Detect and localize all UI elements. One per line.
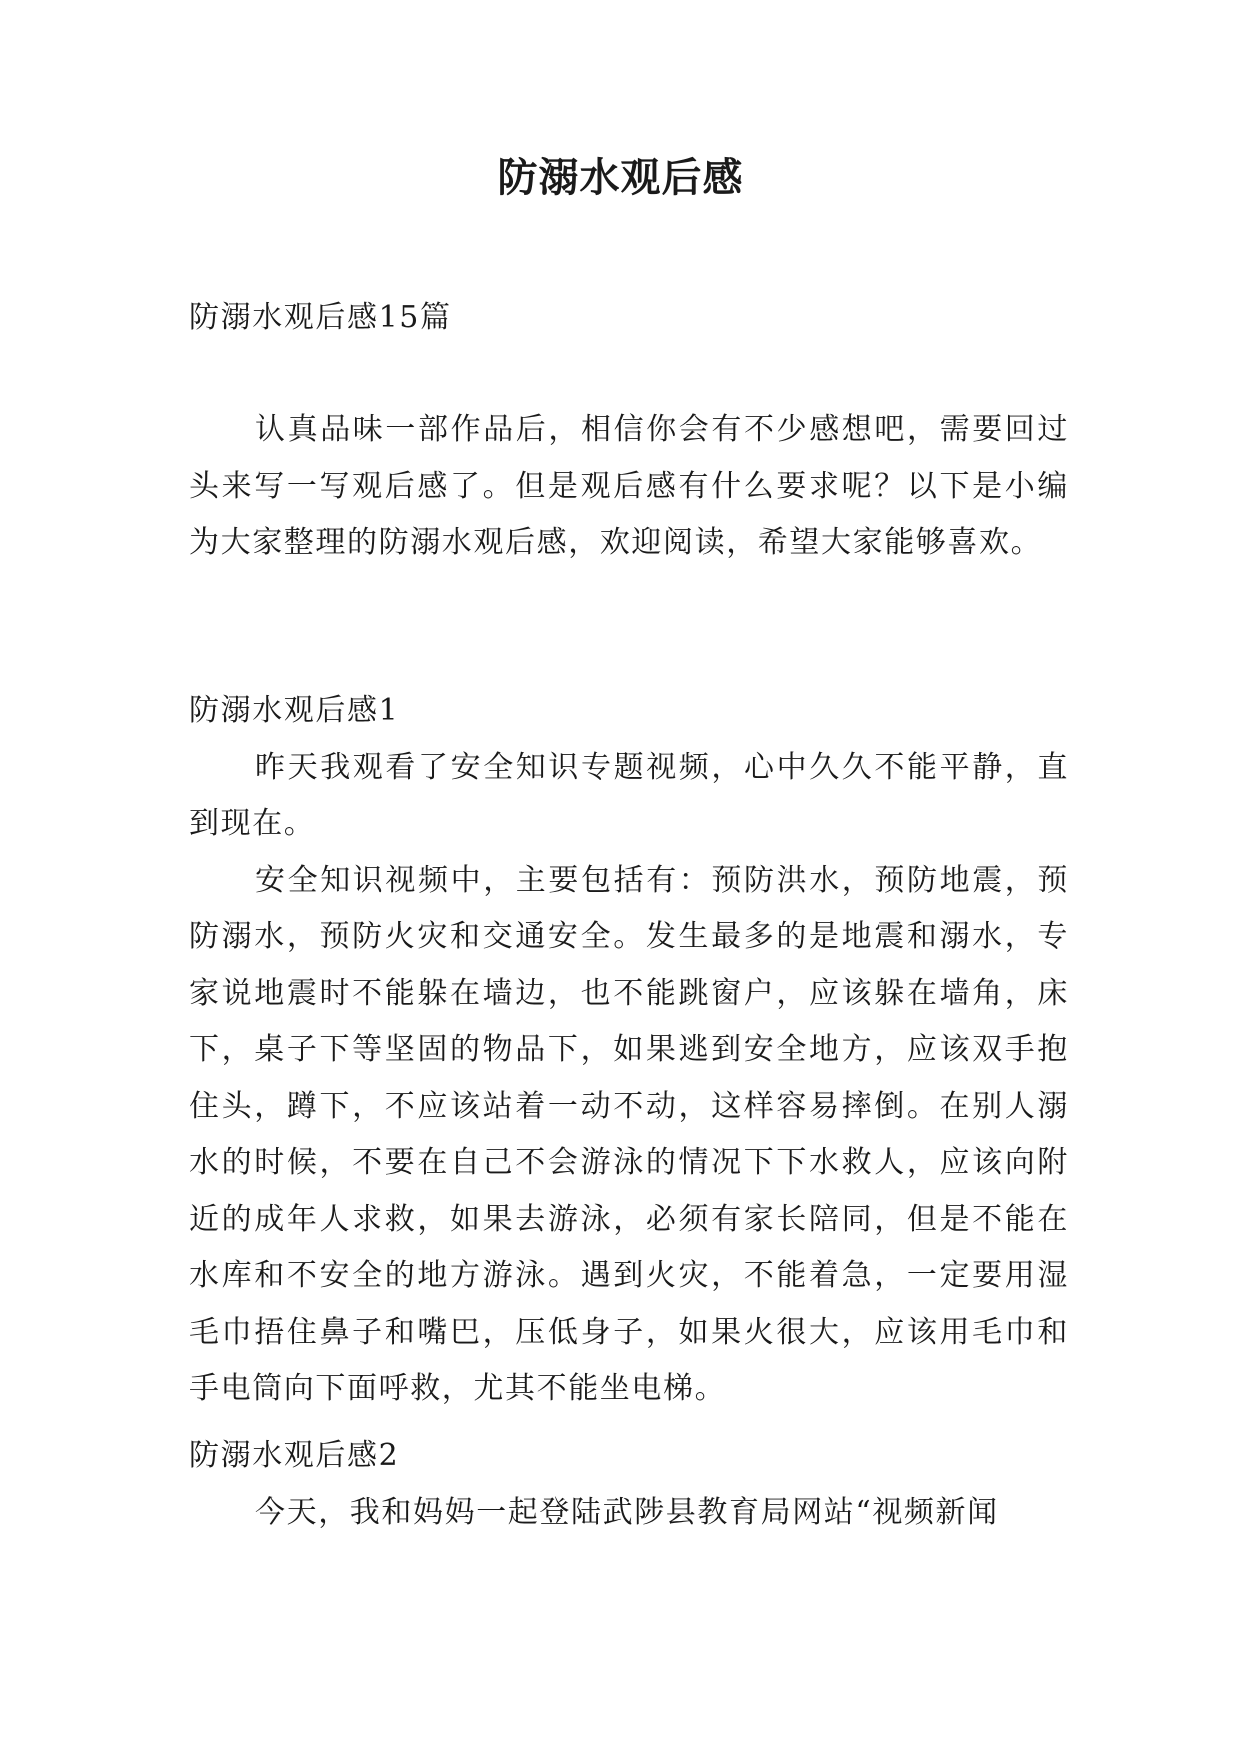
intro-paragraph: 认真品味一部作品后，相信你会有不少感想吧，需要回过头来写一写观后感了。但是观后感有什么要求呢？以下是小编为大家整理的防溺水观后感，欢迎阅读，希望大家能够喜欢。 [189, 412, 1069, 560]
section-heading: 防溺水观后感1 [189, 693, 400, 728]
section-paragraph: 安全知识视频中，主要包括有：预防洪水，预防地震，预防溺水，预防火灾和交通安全。发生最多的是地震和溺水，专家说地震时不能躲在墙边，也不能跳窗户，应该躲在墙角，床下，桌子下等坚固的物品下，如果逃到安全地方，应该双手抱住头，蹲下，不应该站着一动不动，这样容易摔倒。在别人溺水的时候，不要在自己不会游泳的情况下下水救人，应该向附近的成年人求救，如果去游泳，必须有家长陪同，但是不能在水库和不安全的地方游泳。遇到火灾，不能着急，一定要用湿毛巾捂住鼻子和嘴巴，压低身子，如果火很大，应该用毛巾和手电筒向下面呼救，尤其不能坐电梯。 [189, 862, 1069, 1406]
section-heading: 防溺水观后感2 [189, 1438, 400, 1473]
section-1 [189, 683, 1069, 1418]
section-paragraph: 今天，我和妈妈一起登陆武陟县教育局网站“视频新闻 [255, 1494, 999, 1530]
section-2 [189, 1428, 1069, 1541]
document-title: 防溺水观后感 [497, 155, 744, 201]
document-subtitle: 防溺水观后感15篇 [189, 300, 452, 335]
section-paragraph: 昨天我观看了安全知识专题视频，心中久久不能平静，直到现在。 [189, 749, 1069, 841]
